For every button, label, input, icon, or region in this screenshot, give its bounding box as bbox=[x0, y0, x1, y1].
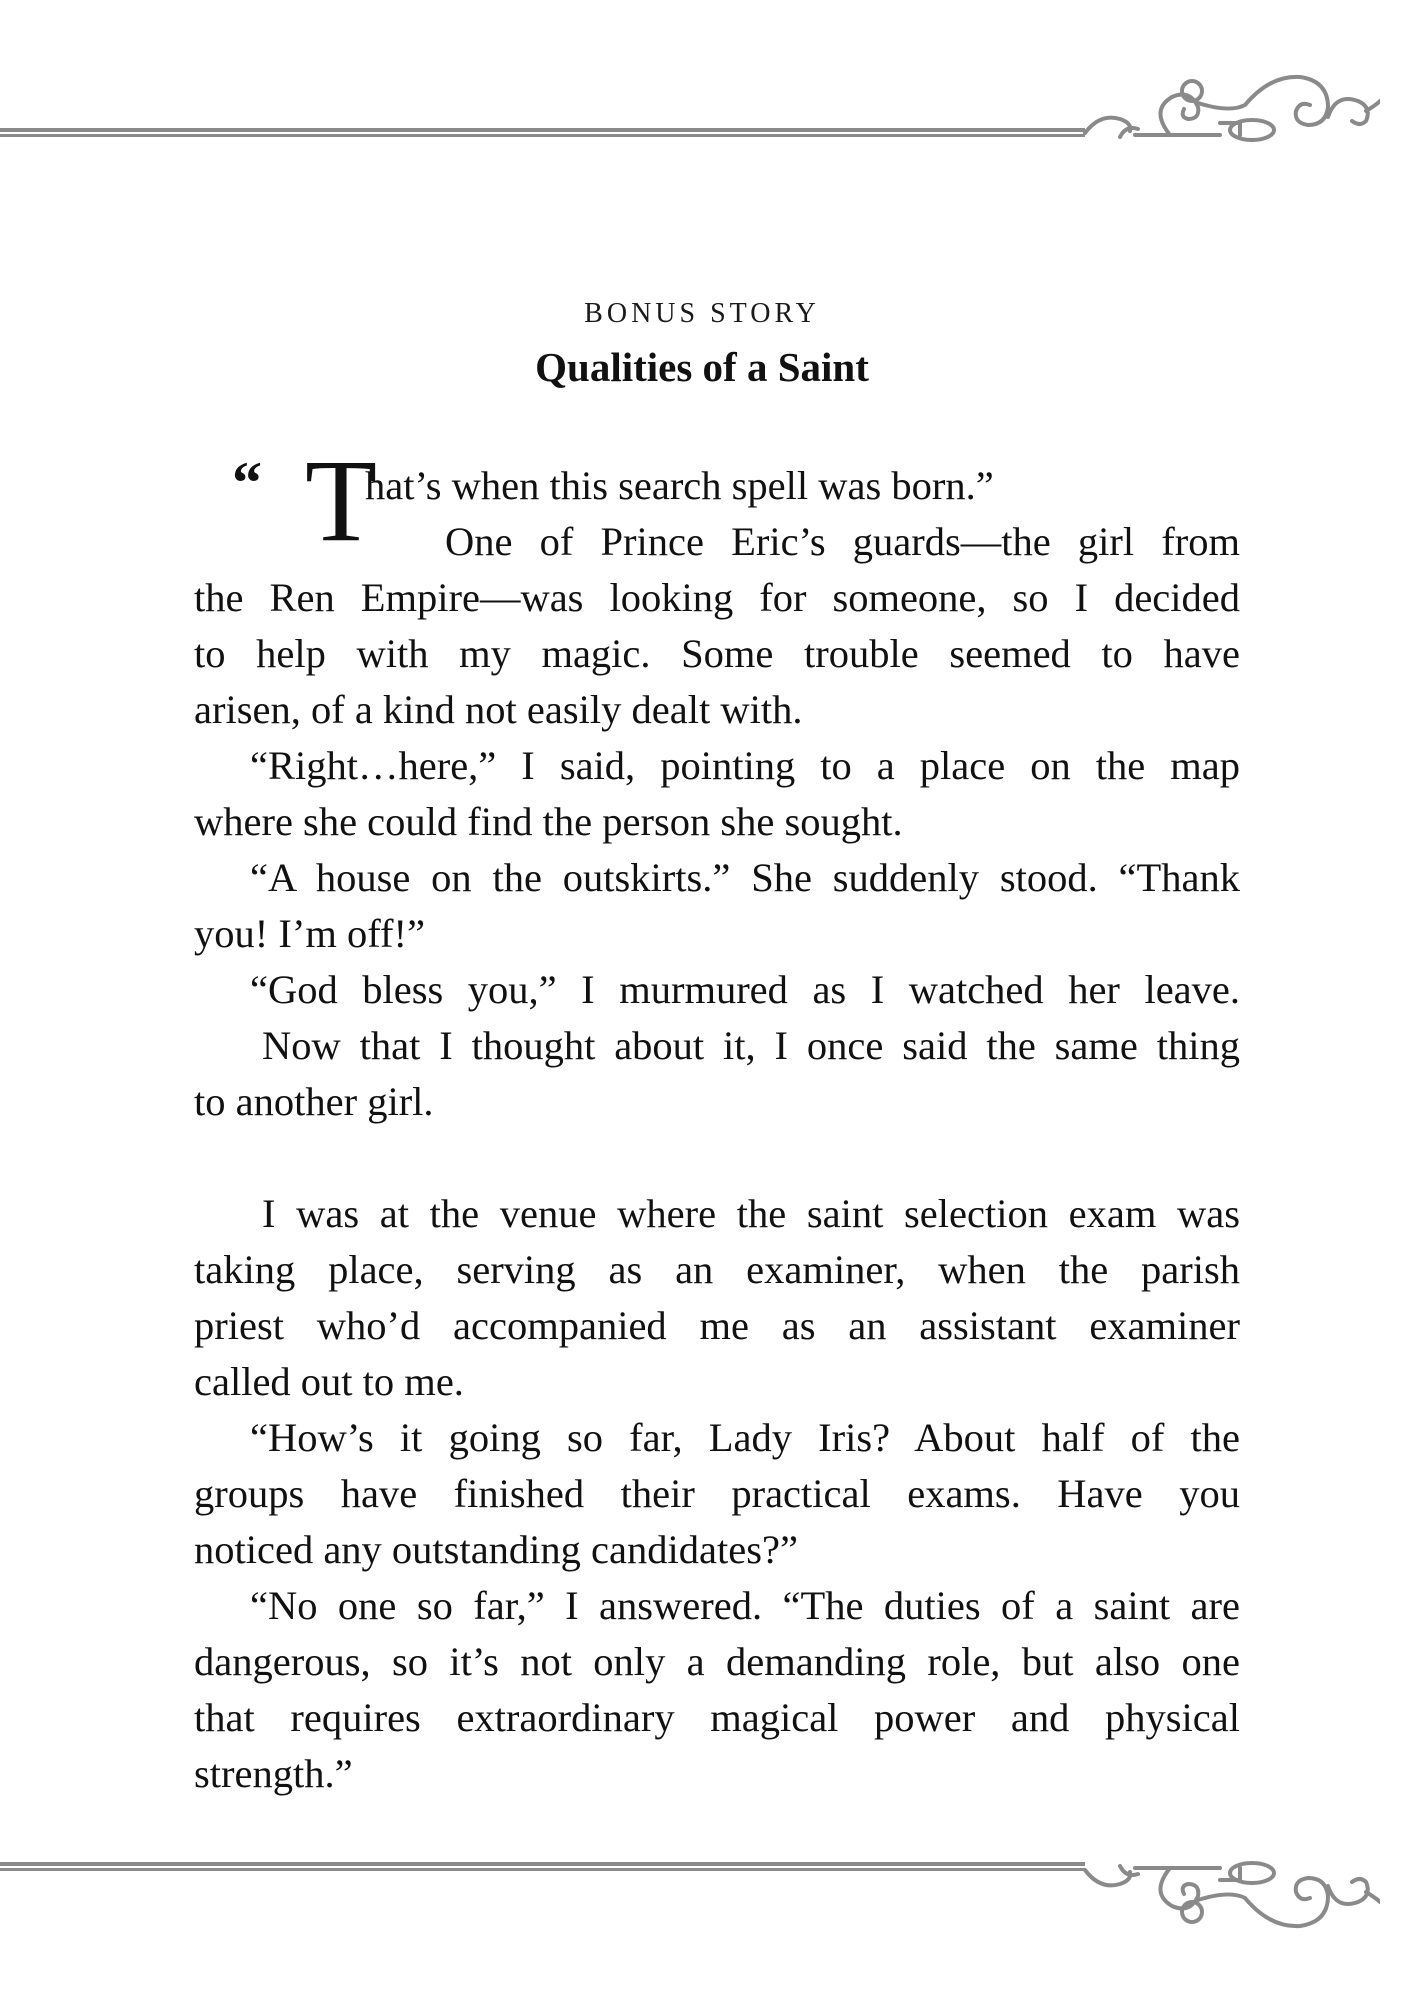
text-line: that requires extraordinary magical power and physical bbox=[194, 1695, 1240, 1740]
text-line: where she could find the person she sought. bbox=[194, 799, 903, 844]
text-line: “A house on the outskirts.” She suddenly stood. “Thank bbox=[250, 855, 1240, 900]
text-line: Now that I thought about it, I once said the same thing bbox=[262, 1023, 1240, 1068]
text-line: noticed any outstanding candidates?” bbox=[194, 1527, 798, 1572]
text-line: “No one so far,” I answered. “The duties of a saint are bbox=[250, 1583, 1240, 1628]
text-line: One of Prince Eric’s guards—the girl from bbox=[445, 519, 1240, 564]
dropcap-quote: “ bbox=[232, 450, 262, 516]
top-rule-lower bbox=[0, 134, 1085, 137]
text-line: called out to me. bbox=[194, 1359, 464, 1404]
text-line: I was at the venue where the saint selection exam was bbox=[262, 1191, 1240, 1236]
text-line: taking place, serving as an examiner, when the parish bbox=[194, 1247, 1240, 1292]
top-rule-upper bbox=[0, 128, 1085, 132]
text-line: “God bless you,” I murmured as I watched her leave. bbox=[250, 967, 1240, 1012]
bottom-rule-upper bbox=[0, 1862, 1085, 1866]
scroll-flourish-icon bbox=[1080, 65, 1380, 145]
text-line: to help with my magic. Some trouble seemed to have bbox=[194, 631, 1240, 676]
chapter-title: Qualities of a Saint bbox=[535, 344, 869, 390]
text-line: “Right…here,” I said, pointing to a place on the map bbox=[250, 743, 1240, 788]
text-line: “How’s it going so far, Lady Iris? About half of the bbox=[250, 1415, 1240, 1460]
scroll-flourish-icon bbox=[1080, 1858, 1380, 1938]
text-line: dangerous, so it’s not only a demanding role, but also one bbox=[194, 1639, 1240, 1684]
text-line: the Ren Empire—was looking for someone, so I decided bbox=[194, 575, 1240, 620]
text-line: groups have finished their practical exams. Have you bbox=[194, 1471, 1240, 1516]
text-line: you! I’m off!” bbox=[194, 911, 425, 956]
text-line: arisen, of a kind not easily dealt with. bbox=[194, 687, 803, 732]
text-line: priest who’d accompanied me as an assistant examiner bbox=[194, 1303, 1240, 1348]
bottom-rule-lower bbox=[0, 1868, 1085, 1871]
text-line: strength.” bbox=[194, 1751, 353, 1796]
text-line: to another girl. bbox=[194, 1079, 434, 1124]
chapter-kicker: BONUS STORY bbox=[584, 298, 820, 329]
dropcap-letter: T bbox=[305, 435, 378, 566]
text-line: hat’s when this search spell was born.” bbox=[365, 463, 994, 508]
